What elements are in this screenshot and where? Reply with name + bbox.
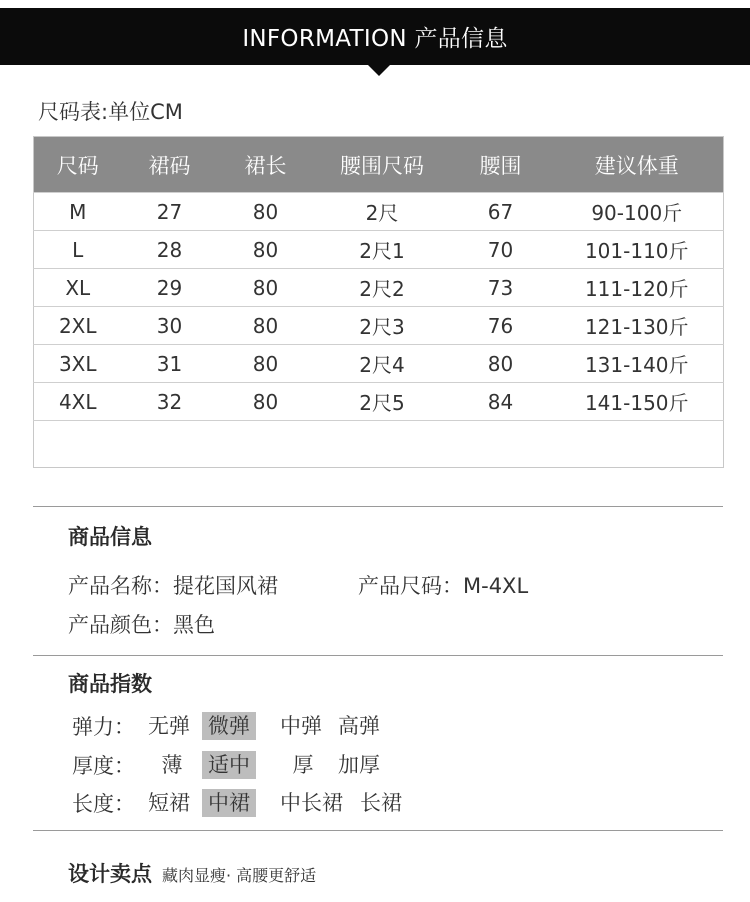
banner-title: INFORMATION 产品信息 [242,26,508,52]
table-cell: 76 [451,307,551,345]
product-name: 产品名称：提花国风裙 [68,574,278,598]
index-label: 厚度： [72,754,135,778]
table-cell: 2尺 [314,193,451,231]
table-cell: 2尺2 [314,269,451,307]
table-cell: 32 [122,383,218,421]
index-option: 加厚 [338,753,380,777]
design-text: 藏肉显瘦· 高腰更舒适 [162,866,317,885]
table-row [34,231,724,269]
table-cell: XL [34,269,122,307]
index-option: 长裙 [360,791,402,815]
index-option: 高弹 [338,714,380,738]
index-row [72,751,392,779]
product-size: 产品尺码：M-4XL [358,574,529,598]
table-cell: 80 [218,307,314,345]
product-info-title: 商品信息 [68,525,152,549]
table-cell: L [34,231,122,269]
index-row [72,789,414,817]
table-cell [218,421,314,468]
table-cell: 80 [218,193,314,231]
divider [33,506,723,507]
table-cell: 31 [122,345,218,383]
index-option-selected: 适中 [202,751,256,779]
table-cell [451,421,551,468]
table-cell: 80 [218,383,314,421]
table-cell: M [34,193,122,231]
index-label: 长度： [72,792,135,816]
banner-arrow-icon [368,65,390,76]
index-label: 弹力： [72,715,135,739]
table-row [34,307,724,345]
header-cell: 腰围尺码 [314,137,451,193]
index-option: 无弹 [148,714,190,738]
product-color: 产品颜色：黑色 [68,613,215,637]
table-cell: 70 [451,231,551,269]
table-cell: 111-120斤 [551,269,724,307]
table-cell: 73 [451,269,551,307]
size-table-header [34,137,724,193]
table-cell: 80 [218,269,314,307]
table-cell: 2尺5 [314,383,451,421]
header-cell: 建议体重 [551,137,724,193]
info-banner [0,8,750,65]
index-option: 厚 [292,753,314,777]
table-row [34,383,724,421]
table-cell: 30 [122,307,218,345]
table-cell [34,421,122,468]
index-option: 中长裙 [280,791,343,815]
table-cell: 90-100斤 [551,193,724,231]
table-cell: 84 [451,383,551,421]
size-table [33,136,724,468]
header-cell: 裙码 [122,137,218,193]
size-chart-label: 尺码表:单位CM [38,100,183,124]
table-cell: 2尺1 [314,231,451,269]
divider [33,655,723,656]
header-cell: 尺码 [34,137,122,193]
index-option: 短裙 [148,791,190,815]
table-cell [551,421,724,468]
table-cell: 2XL [34,307,122,345]
design-points [68,858,316,888]
table-cell: 80 [451,345,551,383]
table-cell: 27 [122,193,218,231]
table-row [34,269,724,307]
table-cell: 141-150斤 [551,383,724,421]
table-cell: 4XL [34,383,122,421]
header-cell: 腰围 [451,137,551,193]
table-cell: 121-130斤 [551,307,724,345]
table-row [34,345,724,383]
index-option-selected: 微弹 [202,712,256,740]
table-row-empty [34,421,724,468]
index-option: 薄 [161,753,183,777]
product-index-title: 商品指数 [68,672,152,696]
table-row [34,193,724,231]
table-cell: 80 [218,231,314,269]
table-cell [314,421,451,468]
table-cell: 28 [122,231,218,269]
table-cell: 101-110斤 [551,231,724,269]
table-cell: 29 [122,269,218,307]
table-cell: 131-140斤 [551,345,724,383]
design-title: 设计卖点 [68,862,152,886]
table-cell: 80 [218,345,314,383]
table-cell: 67 [451,193,551,231]
table-cell: 3XL [34,345,122,383]
header-cell: 裙长 [218,137,314,193]
table-cell: 2尺3 [314,307,451,345]
index-option: 中弹 [280,714,322,738]
index-option-selected: 中裙 [202,789,256,817]
table-cell [122,421,218,468]
divider [33,830,723,831]
table-cell: 2尺4 [314,345,451,383]
index-row [72,712,392,740]
